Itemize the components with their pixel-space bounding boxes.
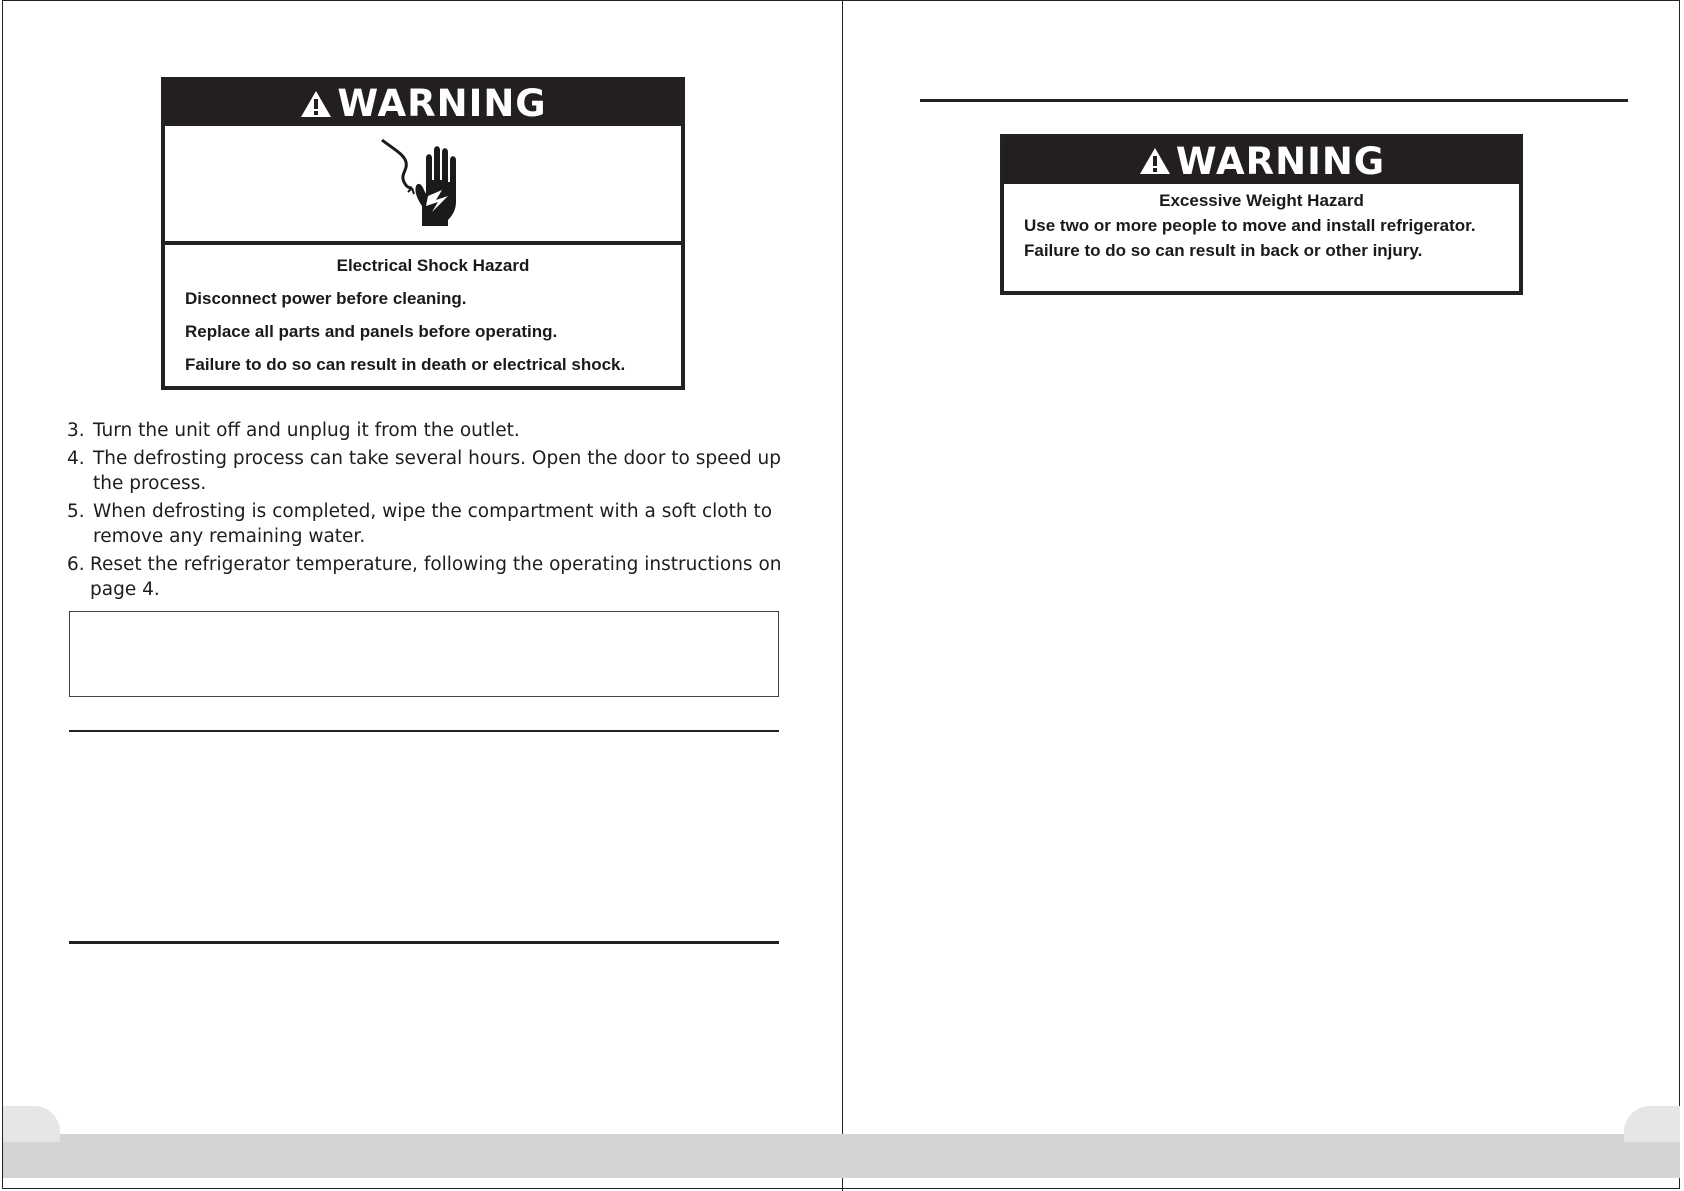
step-number: 6. (67, 554, 85, 575)
step-item (67, 418, 787, 443)
excessive-weight-warning (1000, 134, 1523, 295)
warning-header (165, 81, 681, 126)
step-number: 5. (67, 501, 85, 522)
warning-label: WARNING (337, 82, 547, 125)
step-item (67, 552, 787, 602)
alert-triangle-icon (1138, 146, 1172, 176)
warning-line: Failure to do so can result in back or other injury. (1024, 241, 1423, 260)
warning-line: Disconnect power before cleaning. (185, 289, 467, 308)
shock-pictogram (165, 126, 681, 245)
warning-line: Failure to do so can result in death or electrical shock. (185, 355, 626, 374)
electrical-shock-hand-icon (378, 136, 468, 232)
section-rule (920, 99, 1628, 102)
footer-band (3, 1134, 1680, 1178)
warning-label: WARNING (1175, 139, 1386, 183)
step-text: Reset the refrigerator temperature, following the operating instructions on page 4. (90, 554, 782, 600)
step-number: 3. (67, 420, 85, 441)
warning-header (1004, 138, 1519, 184)
step-text: When defrosting is completed, wipe the compartment with a soft cloth to remove any remaining water. (93, 501, 773, 547)
page-tab-right (1624, 1106, 1680, 1142)
electrical-shock-warning (161, 77, 685, 390)
section-rule (69, 730, 779, 732)
section-rule (69, 941, 779, 944)
step-number: 4. (67, 448, 85, 469)
hazard-title: Excessive Weight Hazard (1159, 191, 1364, 210)
page-divider (842, 0, 843, 1191)
step-item (67, 446, 787, 496)
alert-triangle-icon (299, 89, 333, 119)
step-text: Turn the unit off and unplug it from the outlet. (93, 420, 520, 441)
defrost-steps (67, 418, 787, 605)
step-text: The defrosting process can take several hours. Open the door to speed up the process. (93, 448, 781, 494)
warning-line: Replace all parts and panels before operating. (185, 322, 558, 341)
step-item (67, 499, 787, 549)
note-box (69, 611, 779, 697)
warning-line: Use two or more people to move and install refrigerator. (1024, 216, 1476, 235)
hazard-title: Electrical Shock Hazard (336, 256, 530, 275)
